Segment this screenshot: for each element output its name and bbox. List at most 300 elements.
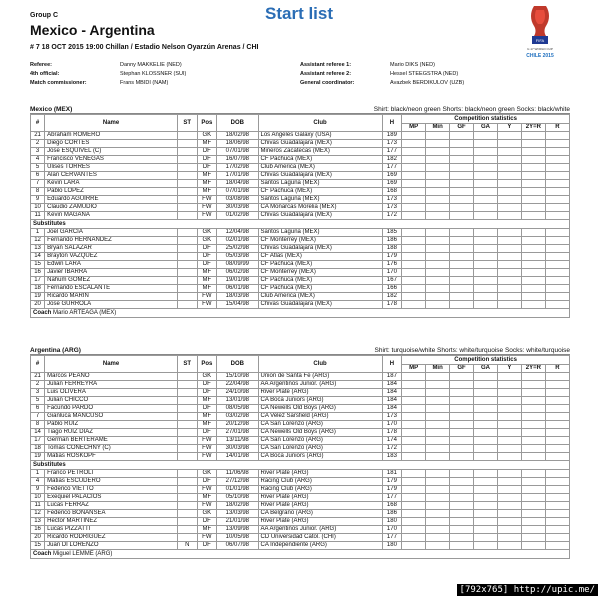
player-position: FW [197,437,217,445]
stat-cell [521,397,545,405]
player-club: CA Boca Juniors (ARG) [258,397,382,405]
player-height: 179 [382,486,402,494]
stat-cell [426,445,450,453]
stat-cell [402,196,426,204]
player-name: Federico VIETTO [45,486,178,494]
stat-cell [545,421,569,429]
column-header-club: Club [258,356,382,373]
table-row [31,494,570,502]
stat-cell [426,518,450,526]
stat-cell [402,437,426,445]
stat-cell [426,534,450,542]
stat-cell [474,253,498,261]
player-name: Kevin MAGANA [45,212,178,220]
stat-column-header: R [545,124,569,132]
stat-cell [450,478,474,486]
stat-cell [545,164,569,172]
player-status [177,204,197,212]
table-row [31,389,570,397]
player-height: 189 [382,132,402,140]
player-status [177,486,197,494]
player-number: 18 [31,285,45,293]
stat-cell [450,445,474,453]
player-dob: 22/04/98 [217,381,258,389]
stat-cell [521,429,545,437]
stat-cell [545,188,569,196]
stat-cell [426,229,450,237]
player-dob: 20/12/98 [217,421,258,429]
player-name: Ricardo RODRIGUEZ [45,534,178,542]
stat-cell [545,413,569,421]
player-club: CA San Lorenzo (ARG) [258,421,382,429]
player-dob: 02/01/98 [217,237,258,245]
stat-cell [521,156,545,164]
stat-cell [521,269,545,277]
stat-cell [450,196,474,204]
player-number: 3 [31,148,45,156]
player-position: DF [197,542,217,550]
stat-cell [545,237,569,245]
table-row [31,188,570,196]
table-row [31,140,570,148]
stat-cell [521,405,545,413]
player-name: German BERTERAME [45,437,178,445]
logo-subtitle: U-17 WORLD CUP [527,47,553,51]
player-club: River Plate (ARG) [258,518,382,526]
stat-cell [545,478,569,486]
table-row [31,277,570,285]
player-name: Eduardo AGUIRRE [45,196,178,204]
stat-cell [497,140,521,148]
stat-cell [450,140,474,148]
stat-cell [450,397,474,405]
player-height: 169 [382,180,402,188]
player-club: Racing Club (ARG) [258,486,382,494]
stat-cell [402,293,426,301]
player-number: 18 [31,445,45,453]
team-header [30,346,570,355]
player-position: GK [197,373,217,381]
column-header-st: ST [177,115,197,132]
stat-cell [426,140,450,148]
player-dob: 13/03/98 [217,510,258,518]
stat-cell [450,229,474,237]
player-height: 173 [382,413,402,421]
stat-cell [426,542,450,550]
player-club: CA Monarcas Morelia (MEX) [258,204,382,212]
stat-cell [545,429,569,437]
player-height: 180 [382,542,402,550]
player-name: Matias ESCUDERO [45,478,178,486]
table-row [31,212,570,220]
player-dob: 15/04/98 [217,301,258,309]
stat-cell [474,204,498,212]
table-row [31,478,570,486]
stat-cell [545,204,569,212]
column-header-name: Name [45,356,178,373]
stat-cell [521,453,545,461]
stat-cell [426,204,450,212]
stat-cell [402,494,426,502]
stat-cell [474,285,498,293]
player-dob: 05/10/98 [217,494,258,502]
player-position: FW [197,486,217,494]
table-row [31,156,570,164]
stat-cell [474,301,498,309]
player-club: AA Argentinos Junior. (ARG) [258,381,382,389]
player-position: FW [197,293,217,301]
player-dob: 11/06/98 [217,470,258,478]
stat-cell [497,429,521,437]
stat-cell [450,542,474,550]
column-header-h: H [382,115,402,132]
player-dob: 24/10/98 [217,389,258,397]
player-status [177,373,197,381]
player-status [177,261,197,269]
stat-cell [521,534,545,542]
stat-cell [497,212,521,220]
player-club: CA Belgrano (ARG) [258,510,382,518]
stat-cell [545,470,569,478]
table-row [31,397,570,405]
player-number: 21 [31,373,45,381]
stat-cell [474,188,498,196]
coach-row [31,309,570,318]
stat-column-header: 2Y=R [521,124,545,132]
match-info: # 7 18 OCT 2015 19:00 Chillan / Estadio Nelson Oyarzún Arenas / CHI [30,44,259,51]
table-row [31,148,570,156]
stat-cell [474,510,498,518]
table-row [31,502,570,510]
player-number: 1 [31,229,45,237]
stat-column-header: GA [474,124,498,132]
stat-cell [497,389,521,397]
player-club: CD Universidad Catol. (CHI) [258,534,382,542]
stat-cell [402,229,426,237]
player-name: Edwin LARA [45,261,178,269]
player-position: MF [197,269,217,277]
stat-cell [450,470,474,478]
player-position: DF [197,253,217,261]
player-dob: 06/07/98 [217,542,258,550]
table-row [31,172,570,180]
stat-cell [474,237,498,245]
player-status [177,148,197,156]
stat-cell [474,421,498,429]
stat-cell [402,502,426,510]
stat-cell [426,212,450,220]
player-dob: 19/01/98 [217,277,258,285]
official-row [30,78,570,87]
player-dob: 16/07/98 [217,156,258,164]
stat-cell [521,293,545,301]
stat-cell [545,132,569,140]
stat-cell [426,421,450,429]
stat-cell [450,486,474,494]
stat-cell [545,518,569,526]
stat-cell [497,156,521,164]
stat-cell [402,486,426,494]
column-header-dob: DOB [217,115,258,132]
stat-cell [521,140,545,148]
player-height: 186 [382,237,402,245]
stat-cell [545,269,569,277]
player-status [177,196,197,204]
stat-cell [426,245,450,253]
player-height: 168 [382,502,402,510]
stat-cell [474,526,498,534]
stat-column-header: 2Y=R [521,365,545,373]
stat-cell [426,486,450,494]
table-row [31,196,570,204]
player-dob: 27/12/98 [217,478,258,486]
player-position: FW [197,453,217,461]
player-height: 177 [382,148,402,156]
stat-cell [402,132,426,140]
player-dob: 18/02/98 [217,502,258,510]
table-row [31,237,570,245]
stat-cell [497,285,521,293]
official-row [30,69,570,78]
player-status [177,188,197,196]
player-position: FW [197,204,217,212]
player-status [177,453,197,461]
official-name: Danny MAKKELIE (NED) [120,61,182,68]
player-position: MF [197,421,217,429]
stat-cell [450,148,474,156]
stat-cell [521,389,545,397]
stat-cell [426,188,450,196]
player-number: 19 [31,453,45,461]
official-name: Stephan KLOSSNER (SUI) [120,70,187,77]
stat-cell [545,389,569,397]
stat-cell [474,542,498,550]
stat-column-header: MP [402,124,426,132]
player-dob: 01/01/98 [217,486,258,494]
stat-cell [402,269,426,277]
stat-cell [474,389,498,397]
stat-column-header: GF [450,365,474,373]
player-height: 183 [382,453,402,461]
coach-name: Miguel LEMME (ARG) [53,551,113,557]
table-row [31,285,570,293]
stat-cell [450,277,474,285]
table-row [31,518,570,526]
stat-cell [545,245,569,253]
player-position: MF [197,526,217,534]
stat-cell [497,421,521,429]
official-role: Match commissioner: [30,79,87,86]
table-row [31,421,570,429]
player-status [177,253,197,261]
player-number: 12 [31,237,45,245]
stat-cell [402,445,426,453]
player-status [177,397,197,405]
table-row [31,534,570,542]
player-height: 169 [382,172,402,180]
svg-text:FIFA: FIFA [535,38,545,43]
player-number: 20 [31,534,45,542]
player-number: 4 [31,478,45,486]
table-row [31,261,570,269]
stat-cell [450,261,474,269]
stat-cell [426,437,450,445]
stat-column-header: R [545,365,569,373]
player-status [177,405,197,413]
player-dob: 18/03/98 [217,293,258,301]
player-name: Jose ESQUIVEL (C) [45,148,178,156]
stat-cell [402,261,426,269]
player-dob: 06/02/98 [217,269,258,277]
coach-label: Coach [33,310,52,316]
player-name: Hector MARTINEZ [45,518,178,526]
player-dob: 27/01/98 [217,429,258,437]
stat-cell [426,453,450,461]
stat-cell [474,405,498,413]
stat-cell [402,204,426,212]
stat-cell [474,437,498,445]
stat-cell [545,534,569,542]
stat-cell [474,453,498,461]
substitutes-label: Substitutes [31,461,570,470]
player-height: 178 [382,429,402,437]
stat-cell [545,502,569,510]
player-height: 178 [382,301,402,309]
player-number: 11 [31,502,45,510]
stat-cell [426,269,450,277]
player-position: GK [197,470,217,478]
stat-cell [521,196,545,204]
player-status [177,180,197,188]
stat-cell [497,277,521,285]
player-name: Federico BONANSEA [45,510,178,518]
stat-cell [474,534,498,542]
player-dob: 30/03/98 [217,445,258,453]
stat-column-header: Min [426,124,450,132]
stat-cell [450,164,474,172]
substitutes-row [31,220,570,229]
stat-cell [402,542,426,550]
player-dob: 13/09/98 [217,526,258,534]
player-dob: 15/10/98 [217,373,258,381]
player-height: 177 [382,494,402,502]
stat-cell [521,518,545,526]
player-status: N [177,542,197,550]
table-row [31,293,570,301]
player-dob: 14/01/98 [217,453,258,461]
stat-cell [402,285,426,293]
stat-cell [521,164,545,172]
column-header-pos: Pos [197,356,217,373]
player-position: DF [197,245,217,253]
stat-cell [426,180,450,188]
stat-cell [545,542,569,550]
player-height: 188 [382,245,402,253]
player-dob: 17/01/98 [217,172,258,180]
stat-cell [474,277,498,285]
player-number: 7 [31,180,45,188]
player-status [177,245,197,253]
player-club: Los Angeles Galaxy (USA) [258,132,382,140]
player-number: 7 [31,413,45,421]
player-number: 5 [31,397,45,405]
player-club: CF Pachuca (MEX) [258,156,382,164]
player-club: CA Boca Juniors (ARG) [258,453,382,461]
player-position: DF [197,164,217,172]
player-club: Santos Laguna (MEX) [258,229,382,237]
stat-cell [474,140,498,148]
team-name: Mexico (MEX) [30,105,73,113]
player-status [177,140,197,148]
player-dob: 30/03/98 [217,204,258,212]
player-height: 182 [382,293,402,301]
stat-cell [497,470,521,478]
player-dob: 05/03/98 [217,253,258,261]
official-row [30,60,570,69]
player-position: MF [197,285,217,293]
player-status [177,534,197,542]
player-club: Chivas Guadalajara (MEX) [258,212,382,220]
player-position: DF [197,389,217,397]
player-name: Bryan SALAZAR [45,245,178,253]
stat-cell [450,237,474,245]
player-club: Club America (MEX) [258,164,382,172]
stat-cell [545,510,569,518]
stat-cell [521,301,545,309]
stat-cell [474,373,498,381]
player-height: 185 [382,229,402,237]
player-status [177,164,197,172]
stat-cell [497,229,521,237]
stat-cell [474,413,498,421]
table-row [31,405,570,413]
official-role: Referee: [30,61,53,68]
stat-cell [497,518,521,526]
stat-cell [474,245,498,253]
stat-cell [497,381,521,389]
stat-cell [545,148,569,156]
player-number: 14 [31,253,45,261]
player-position: MF [197,172,217,180]
logo-text: CHILE 2015 [526,53,554,59]
column-header-num: # [31,356,45,373]
table-row [31,445,570,453]
stat-cell [545,526,569,534]
stat-cell [426,429,450,437]
player-club: River Plate (ARG) [258,494,382,502]
stat-cell [545,373,569,381]
table-row [31,164,570,172]
stat-cell [545,156,569,164]
stat-cell [474,212,498,220]
player-number: 15 [31,261,45,269]
stat-cell [545,445,569,453]
player-position: MF [197,180,217,188]
player-name: Juan DI LORENZO [45,542,178,550]
player-status [177,437,197,445]
stat-cell [426,237,450,245]
table-header-row [31,115,570,124]
player-height: 173 [382,196,402,204]
player-name: Francisco VENEGAS [45,156,178,164]
stat-cell [450,204,474,212]
player-name: Marcos PEANO [45,373,178,381]
player-dob: 17/02/98 [217,164,258,172]
player-status [177,229,197,237]
column-header-st: ST [177,356,197,373]
player-height: 170 [382,269,402,277]
stat-cell [497,445,521,453]
